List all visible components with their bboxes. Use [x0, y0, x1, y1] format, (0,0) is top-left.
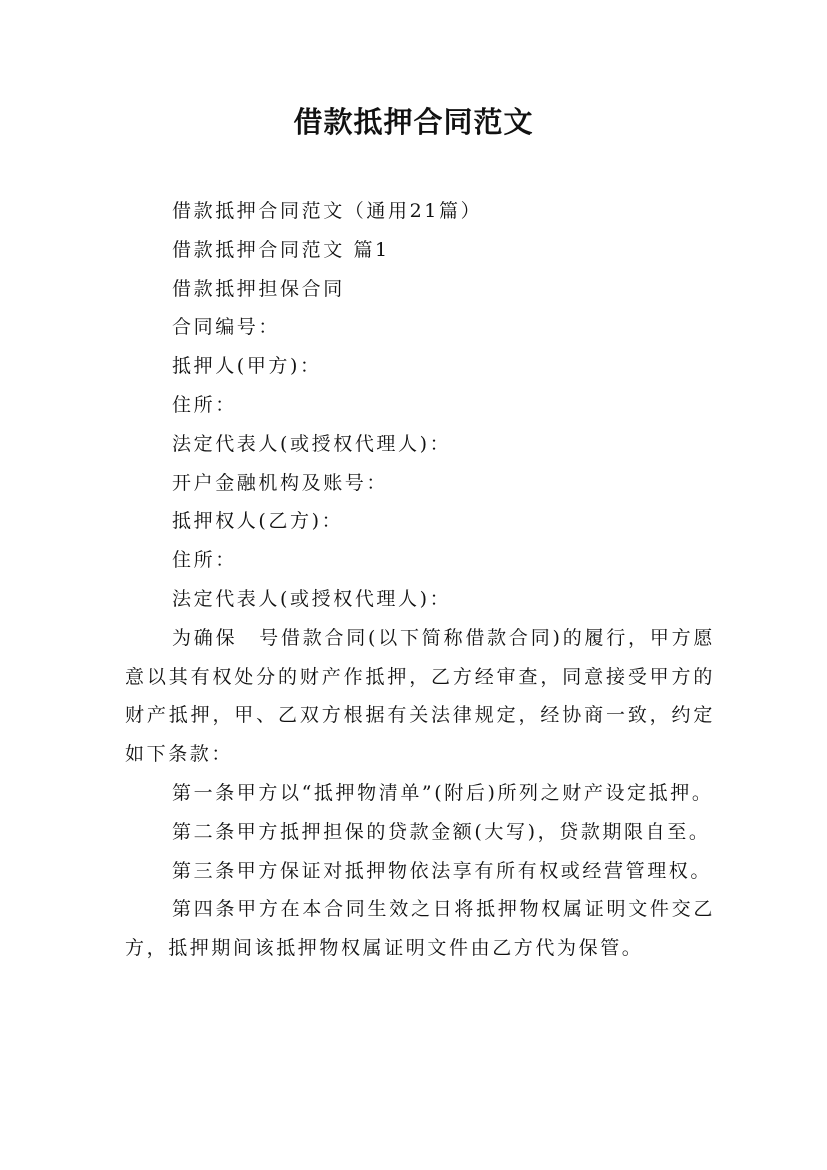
- doc-line: 借款抵押合同范文（通用21篇）: [172, 200, 483, 222]
- doc-line: 合同编号：: [172, 316, 281, 339]
- doc-line: 借款抵押合同范文 篇1: [172, 238, 390, 261]
- doc-paragraph: 第二条甲方抵押担保的贷款金额(大写)，贷款期限自至。: [172, 820, 711, 843]
- doc-line: 借款抵押担保合同: [172, 277, 345, 300]
- doc-paragraph: 第一条甲方以“抵押物清单”(附后)所列之财产设定抵押。: [172, 781, 714, 804]
- doc-line: 法定代表人(或授权代理人)：: [172, 432, 452, 455]
- doc-line: 开户金融机构及账号：: [172, 471, 389, 494]
- doc-line: 法定代表人(或授权代理人)：: [172, 587, 452, 610]
- doc-line: 抵押权人(乙方)：: [172, 510, 344, 533]
- doc-line: 抵押人(甲方)：: [172, 355, 322, 378]
- doc-paragraph: 第三条甲方保证对抵押物依法享有所有权或经营管理权。: [172, 859, 713, 882]
- doc-line: 住所：: [172, 549, 237, 572]
- doc-paragraph: 为确保 号借款合同(以下简称借款合同)的履行，甲方愿意以其有权处分的财产作抵押，乙方经审查，同意接受甲方的财产抵押，甲、乙双方根据有关法律规定，经协商一致，约定如下条款：: [125, 626, 715, 766]
- doc-paragraph: 第四条甲方在本合同生效之日将抵押物权属证明文件交乙方，抵押期间该抵押物权属证明文件由乙方代为保管。: [125, 898, 715, 960]
- doc-line: 住所：: [172, 393, 237, 416]
- document-body: [125, 192, 715, 968]
- document-title: 借款抵押合同范文: [293, 105, 534, 139]
